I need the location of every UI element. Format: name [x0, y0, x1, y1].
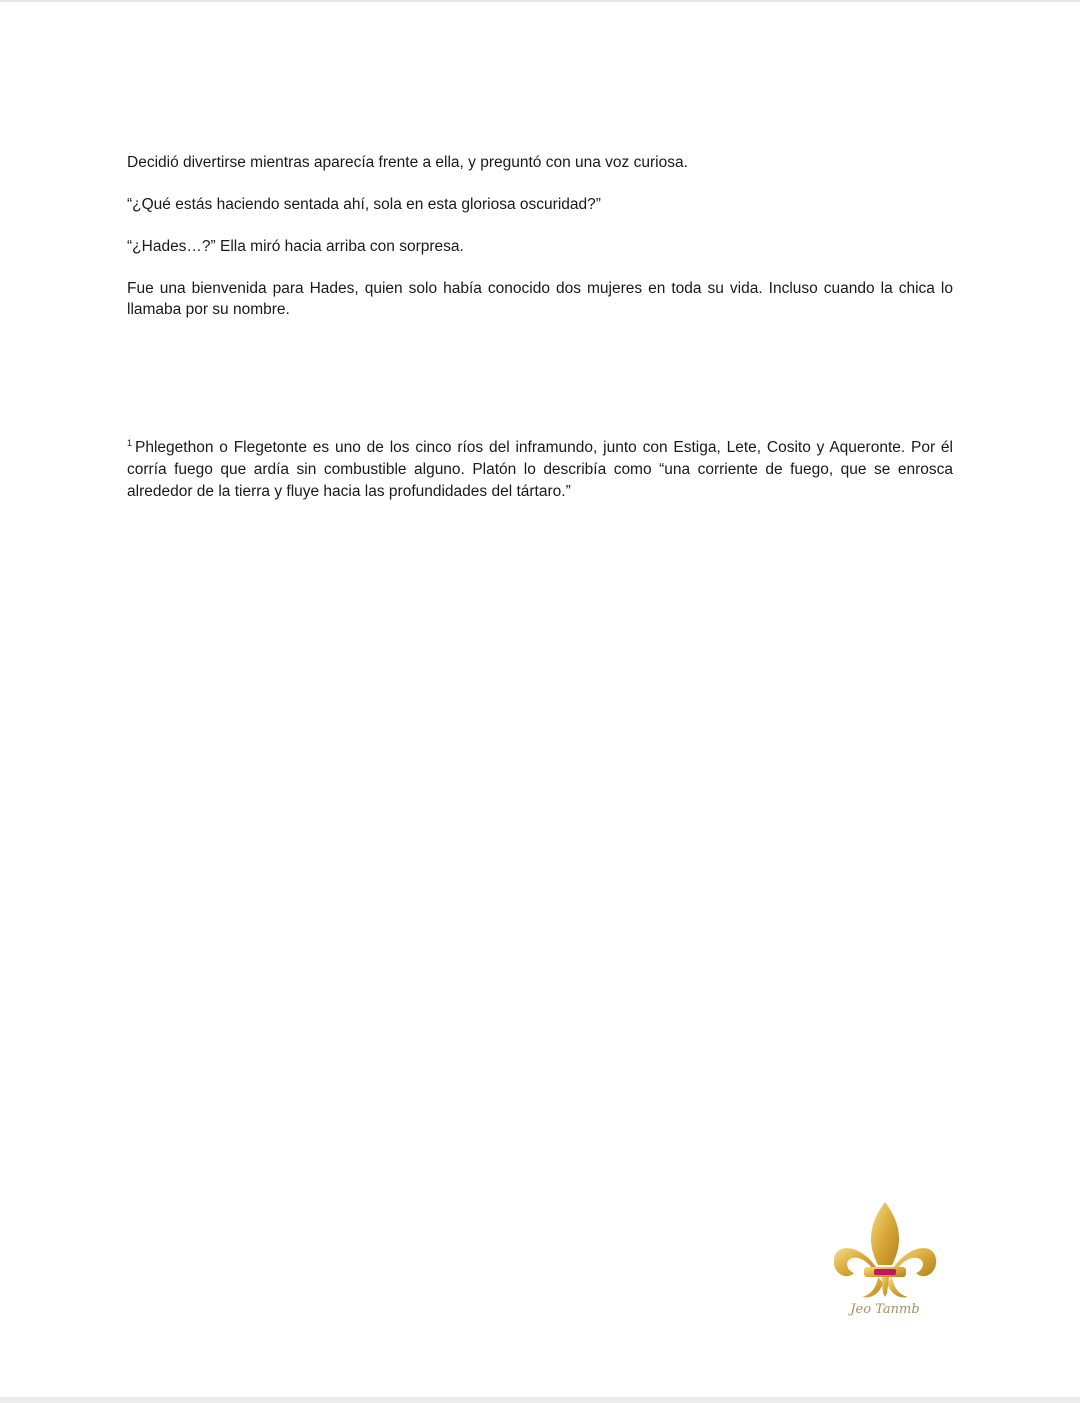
footnote	[127, 432, 953, 503]
paragraph-2: “¿Qué estás haciendo sentada ahí, sola en esta gloriosa oscuridad?”	[127, 196, 601, 213]
body-text	[127, 152, 953, 341]
paragraph-1: Decidió divertirse mientras aparecía frente a ella, y preguntó con una voz curiosa.	[127, 154, 688, 171]
footnote-text: Phlegethon o Flegetonte es uno de los cinco ríos del inframundo, junto con Estiga, Lete, Cosito y Aqueronte. Por él corría fuego que ardía sin combustible alguno. Platón lo describía como “una corriente de fuego, que se enrosca alrededor de la tierra y fluye hacia las profundidades del tártaro.”	[127, 439, 953, 500]
paragraph-4: Fue una bienvenida para Hades, quien solo había conocido dos mujeres en toda su vida. Incluso cuando la chica lo llamaba por su nombre.	[127, 280, 953, 318]
footnote-marker: 1	[127, 438, 133, 448]
logo-signature: Jeo Tanmb	[850, 1302, 920, 1317]
paragraph-3: “¿Hades…?” Ella miró hacia arriba con sorpresa.	[127, 238, 464, 255]
